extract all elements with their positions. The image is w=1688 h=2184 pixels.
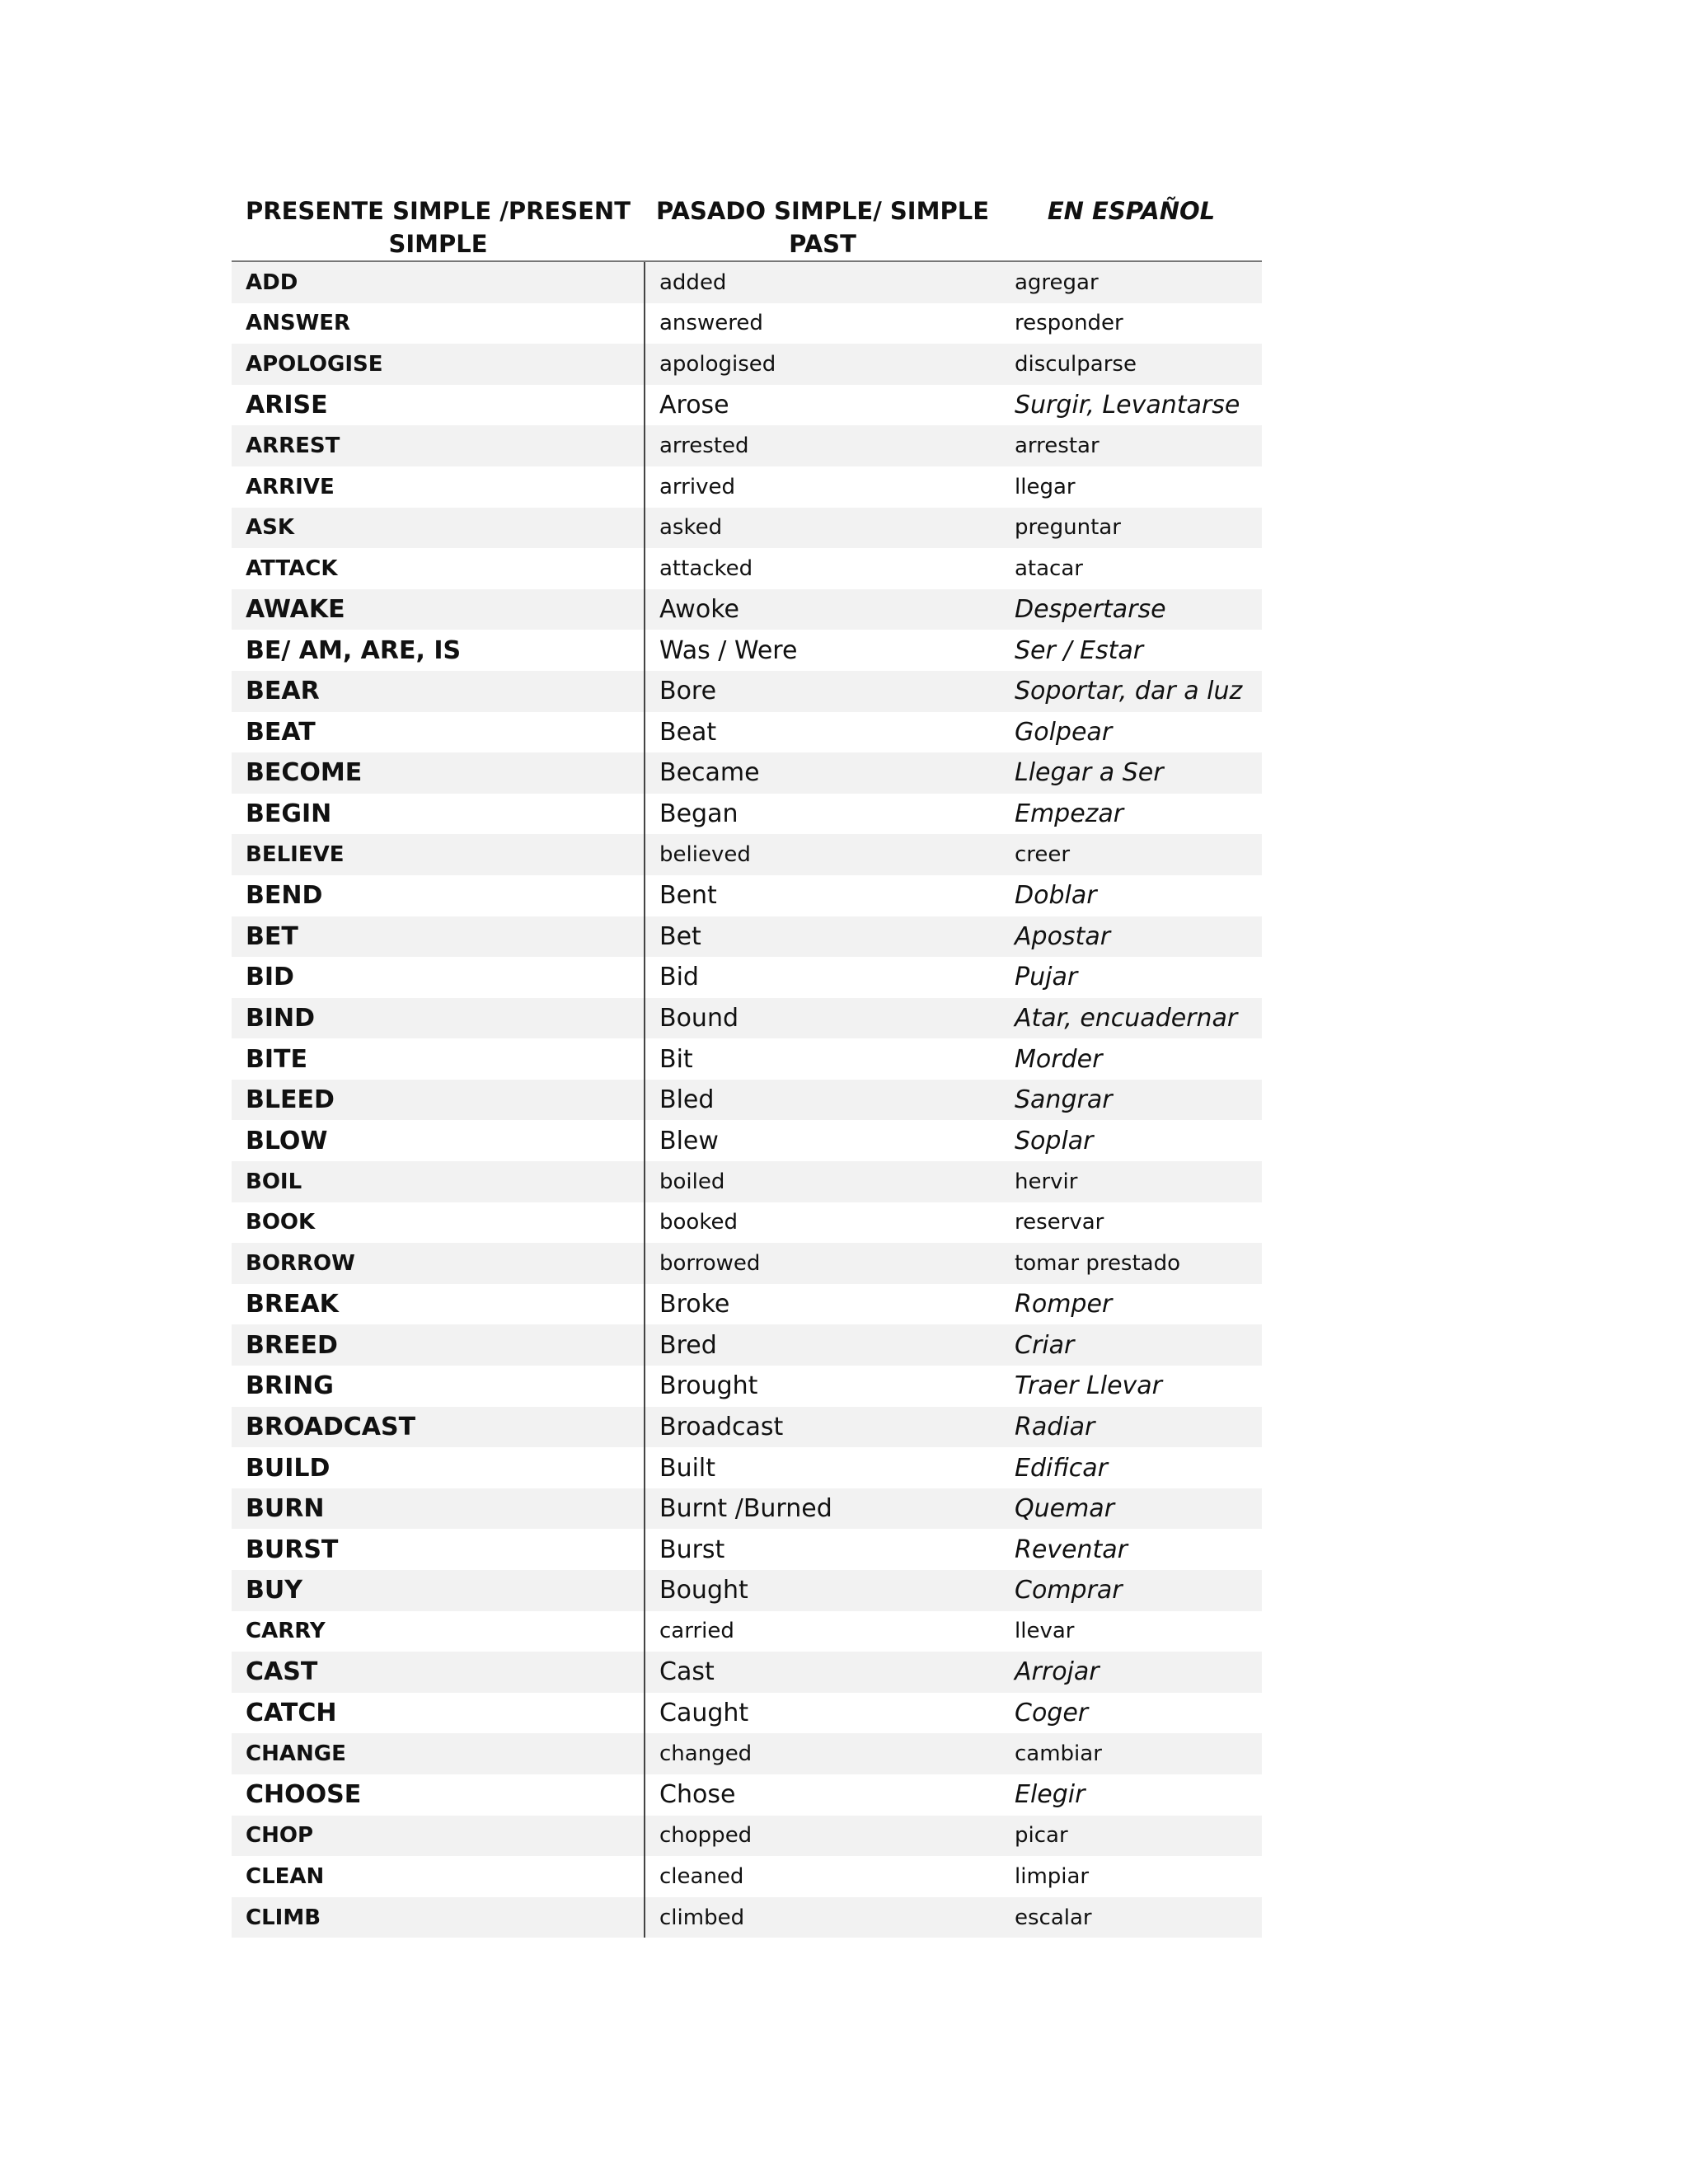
past-cell: cleaned [645,1856,1001,1897]
past-cell: Burnt /Burned [645,1488,1001,1530]
spanish-cell: picar [1001,1816,1262,1857]
spanish-cell: Soplar [1015,1126,1094,1155]
table-row [232,1120,1262,1161]
spanish-cell: Llegar a Ser [1001,752,1262,794]
present-cell: CHANGE [232,1733,645,1774]
spanish-cell: Sangrar [1001,1080,1262,1121]
present-cell: BUY [232,1570,645,1611]
present-cell: ADD [232,261,645,303]
past-cell: boiled [645,1161,1001,1202]
present-cell: CAST [232,1652,645,1693]
table-row [232,425,1262,466]
present-cell: AWAKE [232,589,645,630]
present-cell: CHOP [232,1816,645,1857]
table-row [232,1080,1262,1121]
spanish-cell: Apostar [1001,916,1262,958]
present-cell: ANSWER [246,311,351,336]
present-cell: BOOK [246,1210,316,1235]
table-row [232,261,1262,303]
past-cell: Became [645,752,1001,794]
past-cell: Bought [645,1570,1001,1611]
table-row [232,344,1262,385]
spanish-cell: reservar [1015,1210,1104,1235]
spanish-cell: creer [1001,834,1262,875]
past-cell: Bet [645,916,1001,958]
table-row [232,1447,1262,1488]
spanish-cell: Doblar [1015,881,1097,911]
present-cell: BRING [246,1371,334,1401]
table-row [232,1202,1262,1244]
past-cell: Bit [645,1038,1001,1080]
spanish-cell: Elegir [1015,1780,1085,1810]
past-cell: changed [645,1733,1001,1774]
spanish-cell: Ser / Estar [1015,635,1144,665]
table-row [232,957,1262,998]
table-row [232,1038,1262,1080]
past-cell: arrested [645,425,1001,466]
present-cell: BOIL [232,1161,645,1202]
past-cell: Bled [645,1080,1001,1121]
present-cell: BID [246,963,294,992]
past-cell: asked [645,508,1001,549]
table-row [232,1324,1262,1366]
table-row [232,916,1262,958]
present-cell: BROADCAST [232,1407,645,1448]
spanish-cell: Coger [1015,1699,1089,1728]
present-cell: CLIMB [232,1897,645,1938]
present-cell: BET [232,916,645,958]
table-row [232,1652,1262,1693]
spanish-cell: atacar [1015,555,1083,581]
past-cell: Blew [645,1120,1001,1161]
table-row [232,752,1262,794]
present-cell: CLEAN [246,1863,325,1889]
present-cell: BLOW [246,1126,328,1155]
header-row [232,194,1262,261]
present-cell: BELIEVE [232,834,645,875]
past-cell: Bred [645,1324,1001,1366]
past-cell: Caught [645,1693,1001,1734]
spanish-cell: Despertarse [1001,589,1262,630]
table-row [232,1897,1262,1938]
table-row [232,1693,1262,1734]
table-row [232,385,1262,426]
past-cell: believed [645,834,1001,875]
present-cell: BUILD [246,1453,331,1483]
present-cell: BURN [232,1488,645,1530]
table-row [232,589,1262,630]
spanish-cell: Edificar [1015,1453,1108,1483]
past-cell: Built [645,1447,1001,1488]
present-cell: ARISE [246,391,328,420]
past-cell: carried [645,1611,1001,1652]
spanish-cell: tomar prestado [1001,1243,1262,1284]
spanish-cell: hervir [1001,1161,1262,1202]
table-row [232,1733,1262,1774]
present-cell: CARRY [246,1619,326,1644]
spanish-cell: Quemar [1001,1488,1262,1530]
past-cell: Bent [645,875,1001,916]
spanish-cell: Romper [1015,1290,1113,1319]
present-cell: ARREST [232,425,645,466]
past-cell: Awoke [645,589,1001,630]
past-cell: Bid [645,957,1001,998]
table-row [232,1856,1262,1897]
table-row [232,834,1262,875]
spanish-cell: llevar [1015,1619,1075,1644]
present-cell: ATTACK [246,555,338,581]
spanish-cell: Empezar [1015,799,1124,829]
past-cell: Brought [645,1366,1001,1407]
past-cell: Broke [645,1284,1001,1325]
table-row [232,1407,1262,1448]
present-cell: BREED [232,1324,645,1366]
table-row [232,1488,1262,1530]
spanish-cell: Pujar [1015,963,1078,992]
present-cell: BORROW [232,1243,645,1284]
table-row [232,1161,1262,1202]
table-row [232,630,1262,671]
past-cell: chopped [645,1816,1001,1857]
table-row [232,1816,1262,1857]
past-cell: Arose [645,385,1001,426]
spanish-cell: disculparse [1001,344,1262,385]
table-row [232,1774,1262,1816]
past-cell: Began [645,794,1001,835]
present-cell: BEGIN [246,799,332,829]
table-row [232,1366,1262,1407]
present-cell: ARRIVE [246,474,335,499]
spanish-cell: Traer Llevar [1015,1371,1163,1401]
spanish-cell: Atar, encuadernar [1001,998,1262,1039]
table-row [232,1529,1262,1570]
present-cell: BEAT [246,717,316,747]
table-row [232,712,1262,753]
table-row [232,1611,1262,1652]
past-cell: Beat [645,712,1001,753]
table-row [232,303,1262,344]
spanish-cell: Surgir, Levantarse [1015,391,1240,420]
spanish-cell: limpiar [1015,1863,1090,1889]
table-body [232,261,1262,1938]
spanish-cell: escalar [1001,1897,1262,1938]
header-present: PRESENTE SIMPLE /PRESENT SIMPLE [232,194,645,261]
present-cell: BLEED [232,1080,645,1121]
present-cell: APOLOGISE [232,344,645,385]
header-spanish: EN ESPAÑOL [1001,194,1262,261]
past-cell: Chose [645,1774,1001,1816]
table-row [232,998,1262,1039]
present-cell: CHOOSE [246,1780,362,1810]
verb-table [232,194,1262,1938]
past-cell: answered [645,303,1001,344]
past-cell: arrived [645,466,1001,508]
present-cell: ASK [232,508,645,549]
present-cell: BECOME [232,752,645,794]
past-cell: added [645,261,1001,303]
spanish-cell: Morder [1015,1044,1103,1074]
table-row [232,671,1262,712]
table-header [232,194,1262,261]
spanish-cell: Arrojar [1001,1652,1262,1693]
spanish-cell: llegar [1015,474,1076,499]
header-past: PASADO SIMPLE/ SIMPLE PAST [645,194,1001,261]
table-row [232,1570,1262,1611]
spanish-cell: agregar [1001,261,1262,303]
past-cell: apologised [645,344,1001,385]
past-cell: Cast [645,1652,1001,1693]
past-cell: Was / Were [645,630,1001,671]
spanish-cell: Soportar, dar a luz [1001,671,1262,712]
past-cell: borrowed [645,1243,1001,1284]
present-cell: BITE [246,1044,307,1074]
spanish-cell: Golpear [1015,717,1113,747]
table-row [232,794,1262,835]
spanish-cell: arrestar [1001,425,1262,466]
past-cell: attacked [645,548,1001,589]
present-cell: BIND [232,998,645,1039]
present-cell: BEAR [232,671,645,712]
spanish-cell: Comprar [1001,1570,1262,1611]
present-cell: BEND [246,881,323,911]
present-cell: BREAK [246,1290,339,1319]
past-cell: Bound [645,998,1001,1039]
present-cell: BE/ AM, ARE, IS [246,635,462,665]
table-row [232,466,1262,508]
past-cell: booked [645,1202,1001,1244]
table-row [232,1284,1262,1325]
past-cell: climbed [645,1897,1001,1938]
past-cell: Bore [645,671,1001,712]
spanish-cell: responder [1015,311,1123,336]
table-row [232,548,1262,589]
spanish-cell: Radiar [1001,1407,1262,1448]
table-row [232,1243,1262,1284]
past-cell: Burst [645,1529,1001,1570]
spanish-cell: cambiar [1001,1733,1262,1774]
past-cell: Broadcast [645,1407,1001,1448]
present-cell: CATCH [246,1699,337,1728]
table-row [232,875,1262,916]
present-cell: BURST [246,1535,339,1564]
spanish-cell: preguntar [1001,508,1262,549]
spanish-cell: Criar [1001,1324,1262,1366]
table-row [232,508,1262,549]
spanish-cell: Reventar [1015,1535,1128,1564]
